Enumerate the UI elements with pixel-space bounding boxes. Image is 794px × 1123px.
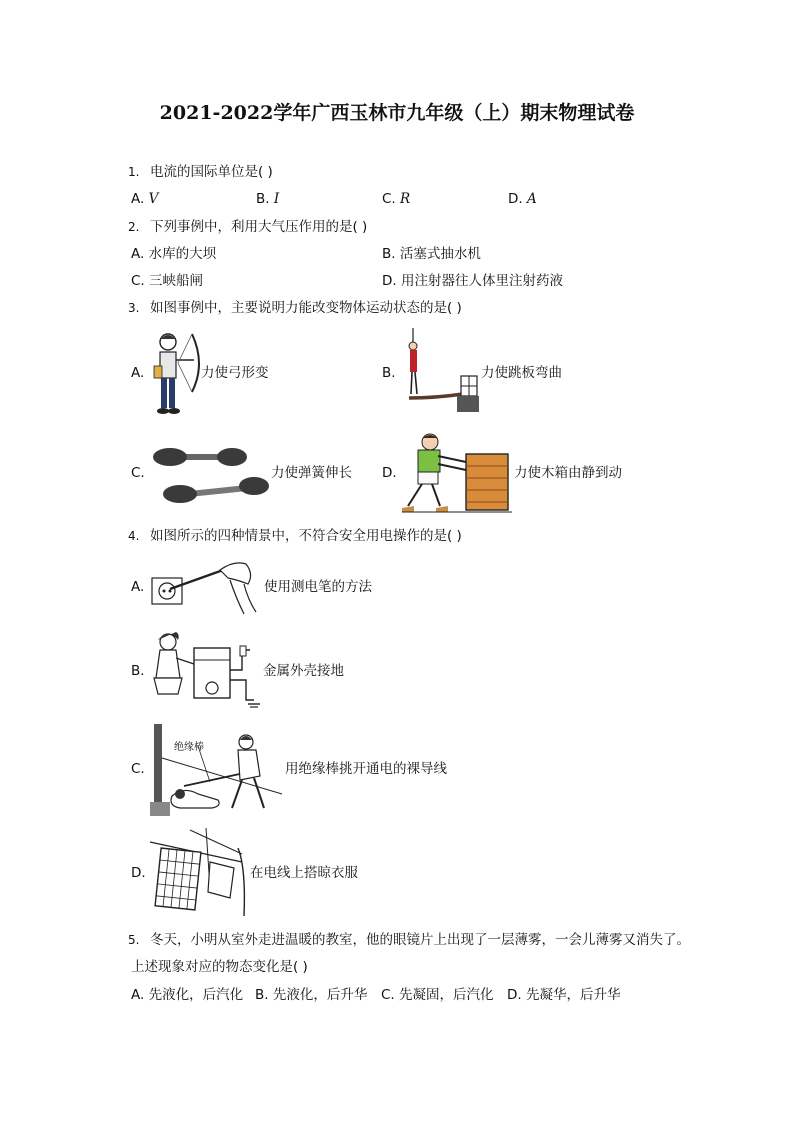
option-c: C. 先凝固，后汽化 — [381, 987, 494, 1003]
question-stem: 如图事例中，主要说明力能改变物体运动状态的是( ) — [150, 300, 462, 316]
grounding-figure-icon — [150, 630, 260, 710]
option-a: A. 先液化，后汽化 — [131, 987, 244, 1003]
question-stem: 电流的国际单位是( ) — [150, 164, 273, 180]
question-number: 2. — [128, 220, 140, 234]
option-c-label: C. — [131, 465, 145, 481]
exam-title: 2021-2022学年广西玉林市九年级（上）期末物理试卷 — [159, 102, 635, 124]
option-d-label: D. — [382, 465, 397, 481]
option-d-text: 在电线上搭晾衣服 — [250, 865, 358, 881]
option-a: A. V — [131, 191, 159, 207]
option-d-label: D. — [131, 865, 146, 881]
insulating-rod-figure-icon — [150, 724, 282, 816]
option-a-text: 使用测电笔的方法 — [264, 579, 372, 595]
question-number: 3. — [128, 301, 140, 315]
clothes-on-wire-figure-icon — [150, 828, 250, 916]
pushing-box-figure-icon — [402, 430, 512, 514]
option-d: D. 先凝华，后升华 — [507, 987, 621, 1003]
archer-figure-icon — [148, 330, 200, 416]
option-c: C. R — [382, 191, 411, 207]
question-number: 4. — [128, 529, 140, 543]
option-c: C. 三峡船闸 — [131, 273, 204, 289]
option-b-text: 金属外壳接地 — [263, 663, 344, 679]
option-b-label: B. — [131, 663, 145, 679]
option-a: A. 水库的大坝 — [131, 246, 217, 262]
option-d: D. A — [508, 191, 537, 207]
option-a-text: 力使弓形变 — [201, 365, 269, 381]
option-b-text: 力使跳板弯曲 — [481, 365, 562, 381]
option-a-label: A. — [131, 365, 145, 381]
question-stem-line-1: 冬天，小明从室外走进温暖的教室，他的眼镜片上出现了一层薄雾，一会儿薄雾又消失了。 — [150, 932, 690, 948]
option-c-text: 力使弹簧伸长 — [271, 465, 352, 481]
question-number: 1. — [128, 165, 140, 179]
spring-stretch-figure-icon — [150, 440, 270, 512]
option-a-label: A. — [131, 579, 145, 595]
insulating-rod-label: 绝缘棒 — [174, 742, 204, 753]
question-stem: 如图所示的四种情景中，不符合安全用电操作的是( ) — [150, 528, 462, 544]
option-d-text: 力使木箱由静到动 — [514, 465, 622, 481]
question-stem: 下列事例中，利用大气压作用的是( ) — [150, 219, 368, 235]
question-stem-line-2: 上述现象对应的物态变化是( ) — [131, 959, 308, 975]
option-c-text: 用绝缘棒挑开通电的裸导线 — [285, 761, 447, 777]
option-d: D. 用注射器往人体里注射药液 — [382, 273, 563, 289]
question-number: 5. — [128, 933, 140, 947]
option-c-label: C. — [131, 761, 145, 777]
test-pen-figure-icon — [148, 556, 260, 616]
option-b: B. 活塞式抽水机 — [382, 246, 481, 262]
option-b: B. 先液化，后升华 — [255, 987, 368, 1003]
diving-board-figure-icon — [405, 328, 479, 414]
option-b: B. I — [256, 191, 280, 207]
option-b-label: B. — [382, 365, 396, 381]
